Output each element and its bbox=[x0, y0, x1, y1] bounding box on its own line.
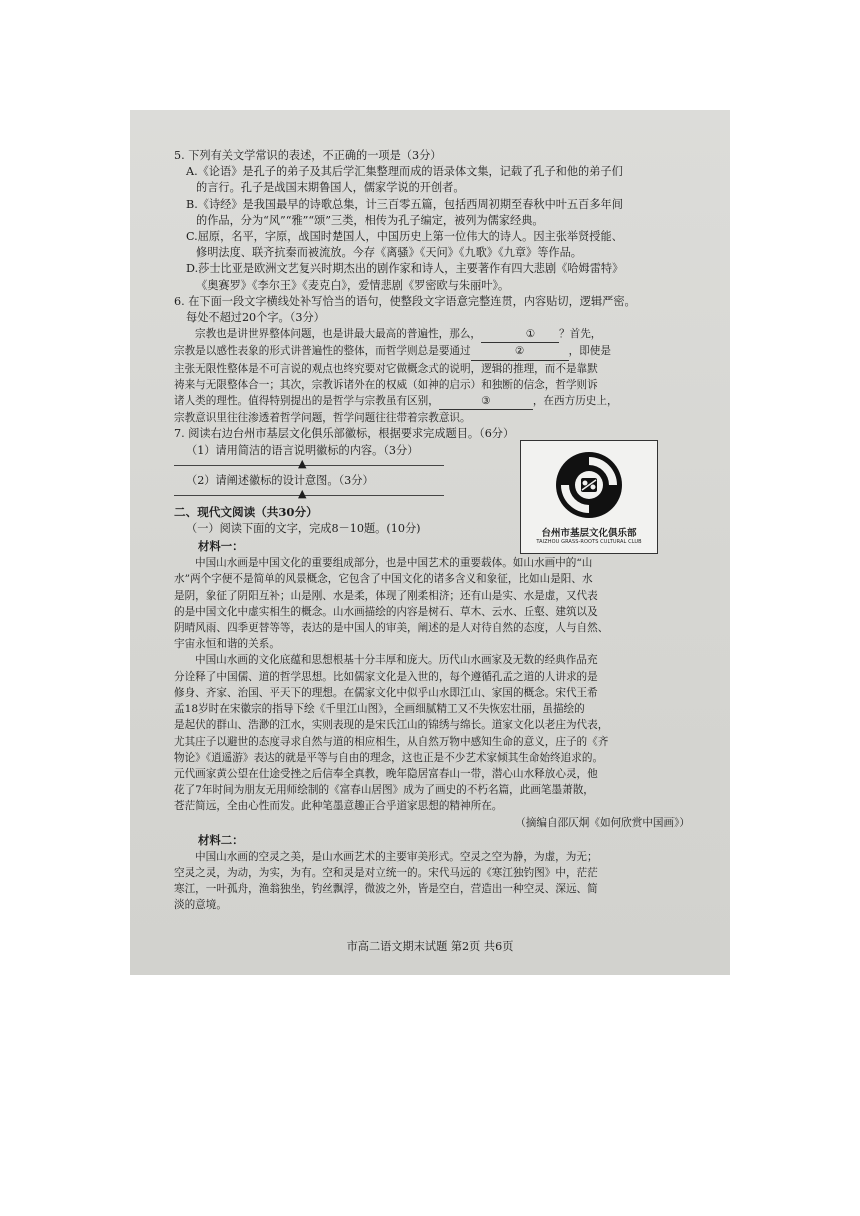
q7-sub-1: （1）请用简洁的语言说明徽标的内容。（3分） bbox=[186, 443, 419, 457]
q6-blank-1[interactable] bbox=[481, 326, 559, 343]
material-1-line: 花了7年时间为朋友无用师绘制的《富春山居图》成为了画史的不朽名篇，此画笔墨萧散， bbox=[174, 784, 594, 797]
material-1-line: 苍茫简远，全由心性而发。此种笔墨意趣正合乎道家思想的精神所在。 bbox=[174, 800, 503, 813]
page-footer: 市高二语文期末试题 第2页 共6页 bbox=[346, 940, 514, 953]
q6-text: 诸人类的理性。值得特别提出的是哲学与宗教虽有区别， bbox=[174, 395, 439, 408]
blank-1-marker: ① bbox=[525, 328, 536, 341]
q6-text: 宗教是以感性表象的形式讲普遍性的整体，而哲学则总是要通过 bbox=[174, 345, 471, 358]
q6-text: 宗教也是讲世界整体问题，也是讲最大最高的普遍性，那么， bbox=[195, 328, 482, 341]
logo-english-name: TAIZHOU GRASS-ROOTS CULTURAL CLUB bbox=[536, 539, 642, 545]
q6-blank-3[interactable] bbox=[439, 393, 533, 410]
q6-passage-line: 主张无限性整体是不可言说的观点也终究要对它做概念式的说明，逻辑的推理，而不是靠默 bbox=[174, 362, 598, 375]
material-1-line: 宇宙永恒和谐的关系。 bbox=[174, 638, 280, 651]
material-1-line: 阴晴风雨、四季更替等等，表达的是中国人的审美，阐述的是人对待自然的态度，人与自然、 bbox=[174, 622, 609, 635]
q6-text: ，即使是 bbox=[568, 345, 611, 358]
q6-text: ，在西方历史上， bbox=[532, 395, 618, 408]
q7-answer-line-2[interactable] bbox=[174, 489, 444, 501]
question-7-stem: 7. 阅读右边台州市基层文化俱乐部徽标，根据要求完成题目。（6分） bbox=[174, 427, 515, 441]
q5-option-b: B.《诗经》是我国最早的诗歌总集，计三百零五篇，包括西周初期至春秋中叶五百多年间 bbox=[186, 197, 623, 211]
material-1-line: 中国山水画是中国文化的重要组成部分，也是中国艺术的重要载体。如山水画中的“山 bbox=[195, 557, 593, 570]
q6-passage-line bbox=[174, 326, 696, 343]
q5-option-d-cont: 《奥赛罗》《李尔王》《麦克白》，爱情悲剧《罗密欧与朱丽叶》。 bbox=[196, 278, 510, 292]
club-emblem-icon bbox=[555, 445, 623, 525]
q6-passage-line bbox=[174, 343, 696, 360]
section-2-title: 二、现代文阅读（共30分） bbox=[174, 505, 318, 520]
q6-passage-line: 宗教意识里往往渗透着哲学问题，哲学问题往往带着宗教意识。 bbox=[174, 412, 471, 425]
material-1-line: 孟18岁时在宋徽宗的指导下绘《千里江山图》，全画细腻精工又不失恢宏壮丽，虽描绘的 bbox=[174, 703, 585, 716]
q5-option-c: C.屈原，名平，字原，战国时楚国人，中国历史上第一位伟大的诗人。因主张举贤授能、 bbox=[186, 230, 623, 244]
q5-option-a: A.《论语》是孔子的弟子及其后学汇集整理而成的语录体文集，记载了孔子和他的弟子们 bbox=[186, 165, 623, 179]
material-2-line: 淡的意境。 bbox=[174, 899, 227, 912]
material-1-label: 材料一： bbox=[198, 539, 244, 554]
q5-option-d: D.莎士比亚是欧洲文艺复兴时期杰出的剧作家和诗人，主要著作有四大悲剧《哈姆雷特》 bbox=[186, 262, 624, 276]
q6-text: ？首先， bbox=[559, 328, 602, 341]
logo-chinese-name: 台州市基层文化俱乐部 bbox=[541, 528, 637, 539]
material-1-line: 修身、齐家、治国、平天下的理想。在儒家文化中似乎山水即江山、家国的概念。宋代王希 bbox=[174, 686, 598, 699]
material-1-line: 尤其庄子以避世的态度寻求自然与道的相应相生，从自然万物中感知生命的意义，庄子的《齐 bbox=[174, 735, 609, 748]
question-6-stem: 6. 在下面一段文字横线处补写恰当的语句，使整段文字语意完整连贯，内容贴切，逻辑严密。 bbox=[174, 294, 636, 308]
material-2-label: 材料二： bbox=[198, 832, 244, 847]
q6-blank-2[interactable] bbox=[471, 343, 569, 360]
q5-option-a-cont: 的言行。孔子是战国末期鲁国人，儒家学说的开创者。 bbox=[196, 181, 465, 195]
material-1-line: 物论》《逍遥游》表达的就是平等与自由的理念，这也正是不少艺术家倾其生命始终追求的。 bbox=[174, 751, 604, 764]
material-1-line: 是阴，象征了阴阳互补；山是刚、水是柔，体现了刚柔相济；还有山是实、水是虚，又代表 bbox=[174, 589, 598, 602]
material-2-line: 中国山水画的空灵之美，是山水画艺术的主要审美形式。空灵之空为静，为虚，为无； bbox=[195, 850, 598, 863]
material-1-line: 是起伏的群山、浩渺的江水，实则表现的是宋氏江山的锦绣与绵长。道家文化以老庄为代表， bbox=[174, 719, 609, 732]
material-1-line: 中国山水画的文化底蕴和思想根基十分丰厚和庞大。历代山水画家及无数的经典作品充 bbox=[195, 654, 598, 667]
material-1-line: 元代画家黄公望在仕途受挫之后信奉全真教，晚年隐居富春山一带，潜心山水释放心灵，他 bbox=[174, 767, 598, 780]
club-logo bbox=[520, 440, 658, 554]
material-1-line: 分诠释了中国儒、道的哲学思想。比如儒家文化是入世的，每个遵循孔孟之道的人讲求的是 bbox=[174, 670, 598, 683]
blank-2-marker: ② bbox=[514, 345, 525, 358]
material-2-line: 空灵之灵，为动，为实，为有。空和灵是对立统一的。宋代马远的《寒江独钓图》中，茫茫 bbox=[174, 866, 598, 879]
q5-option-c-cont: 修明法度、联齐抗秦而被流放。今存《离骚》《天问》《九歌》《九章》等作品。 bbox=[196, 246, 582, 260]
answer-rule bbox=[174, 495, 444, 496]
answer-marker-icon: ▲ bbox=[298, 456, 307, 470]
material-1-source: （摘编自邵仄炯《如何欣赏中国画》） bbox=[515, 816, 690, 829]
material-1-line: 水”两个字便不是简单的风景概念，它包含了中国文化的诸多含义和象征，比如山是阳、水 bbox=[174, 573, 593, 586]
question-6-stem-cont: 每处不超过20个字。（3分） bbox=[186, 311, 325, 325]
blank-3-marker: ③ bbox=[481, 395, 491, 408]
question-5-stem: 5. 下列有关文学常识的表述，不正确的一项是（3分） bbox=[174, 149, 442, 162]
material-1-line: 的是中国文化中虚实相生的概念。山水画描绘的内容是树石、草木、云水、丘壑、建筑以及 bbox=[174, 605, 598, 618]
exam-page bbox=[130, 110, 730, 975]
answer-marker-icon: ▲ bbox=[298, 487, 307, 501]
section-2-subtitle: （一）阅读下面的文字，完成8－10题。(10分) bbox=[186, 522, 421, 536]
material-2-line: 寒江，一叶孤舟，渔翁独坐，钓丝飘浮，微波之外，皆是空白，营造出一种空灵、深远、简 bbox=[174, 883, 598, 896]
q7-answer-line-1[interactable] bbox=[174, 456, 444, 471]
q6-passage-line: 祷来与无限整体合一；其次，宗教诉诸外在的权威（如神的启示）和独断的信念，哲学则诉 bbox=[174, 378, 598, 391]
answer-rule bbox=[174, 465, 444, 466]
q7-sub-2: （2）请阐述徽标的设计意图。（3分） bbox=[186, 473, 374, 487]
q5-option-b-cont: 的作品，分为“风”“雅”“颂”三类，相传为孔子编定，被列为儒家经典。 bbox=[196, 213, 544, 227]
q6-passage-line bbox=[174, 393, 696, 410]
